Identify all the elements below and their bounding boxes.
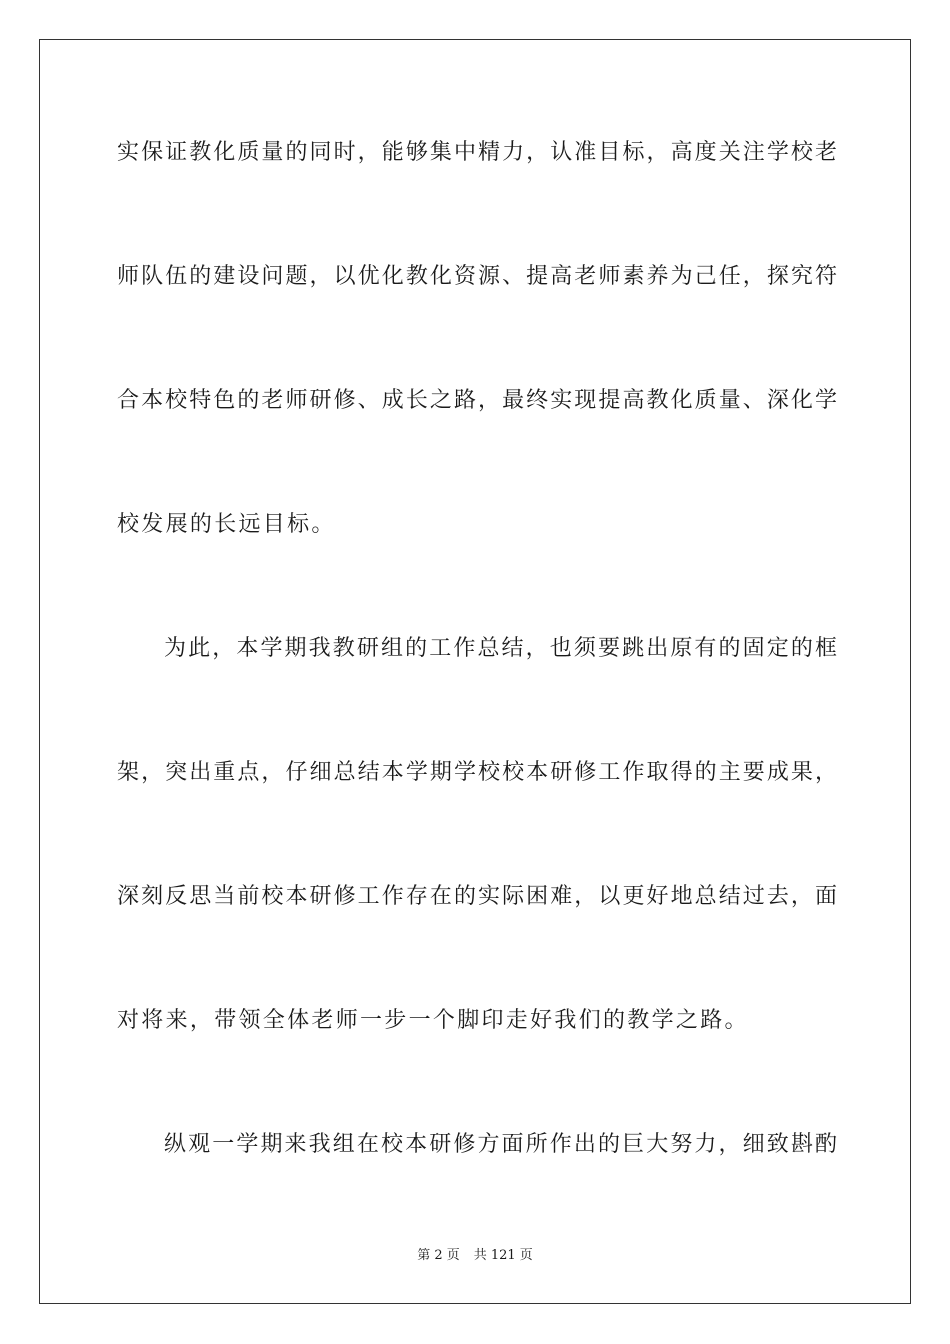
page-border	[39, 39, 911, 1304]
body-line-9: 纵观一学期来我组在校本研修方面所作出的巨大努力，细致斟酌	[164, 1132, 837, 1157]
body-line-7: 深刻反思当前校本研修工作存在的实际困难，以更好地总结过去，面	[117, 884, 837, 909]
body-line-4: 校发展的长远目标。	[117, 512, 336, 537]
body-line-1: 实保证教化质量的同时，能够集中精力，认准目标，高度关注学校老	[117, 140, 837, 165]
body-line-3: 合本校特色的老师研修、成长之路，最终实现提高教化质量、深化学	[117, 388, 837, 413]
total-pages: 共 121 页	[473, 1248, 533, 1263]
body-line-5: 为此，本学期我教研组的工作总结，也须要跳出原有的固定的框	[164, 636, 837, 661]
page-footer	[0, 1247, 950, 1265]
body-line-8: 对将来，带领全体老师一步一个脚印走好我们的教学之路。	[117, 1008, 749, 1033]
page-number: 第 2 页	[417, 1248, 460, 1263]
body-line-2: 师队伍的建设问题，以优化教化资源、提高老师素养为己任，探究符	[117, 264, 837, 289]
body-line-6: 架，突出重点，仔细总结本学期学校校本研修工作取得的主要成果，	[117, 760, 837, 785]
